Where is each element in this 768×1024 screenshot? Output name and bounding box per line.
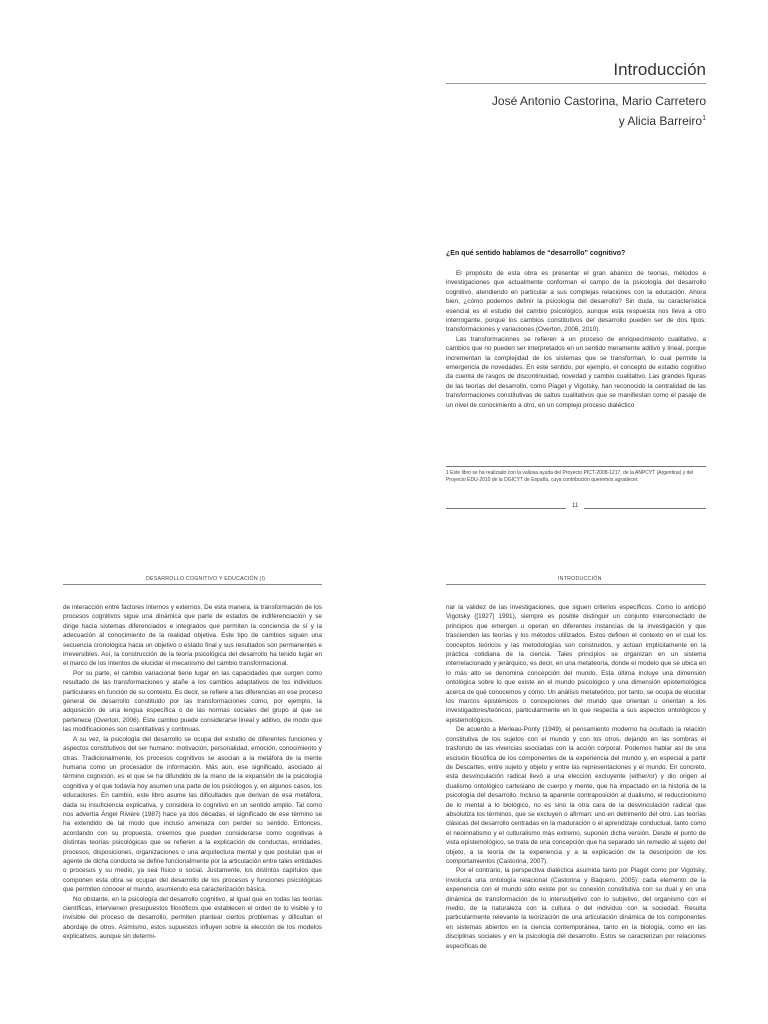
left-running-head: DESARROLLO COGNITIVO Y EDUCACIÓN (I)	[146, 576, 266, 582]
paragraph: De acuerdo a Merleau-Ponty (1949), el pensamiento moderno ha ocultado la relación constitutiva de los sujetos con el mundo y con los otros, dejando en las sombras el trasfondo de las vivencias asociadas con la acción corporal. Podemos hablar así de una escisión filosófica de los componentes de la experiencia del mundo y, en especial a partir de Descartes, entre sujeto y objeto y entre las representaciones y el mundo. En concreto, esta desvinculación radical llevó a una elección excluyente (either/or) y dio origen al dualismo ontológico cartesiano de cuerpo y mente, que ha impactado en la historia de la psicología del desarrollo. Incluso la aparente contraposición al dualismo, el reduccionismo de lo mental a lo biológico, no es sino la otra cara de la desvinculación radical que absolutiza los términos, que se excluyen o afirman: uno en detrimento del otro. Las teorías clásicas del desarrollo centradas en la maduración o el aprendizaje conductual, tanto como el neoinnatismo y el culturalismo más extremo, suponen dicha versión. Desde el punto de vista epistemológico, se trata de una concepción que ha separado sin remedio al sujeto del objeto, a la teoría de la experiencia y a la explicación de la descripción de los comportamientos (Castorina, 2007).	[446, 726, 706, 865]
chapter-authors	[446, 92, 706, 130]
left-page-body	[63, 603, 322, 942]
right-running-head-rule	[446, 584, 706, 585]
paragraph: de interacción entre factores internos y externos. De esta manera, la transformación de los procesos cognitivos sigue una dinámica que parte de estados de indiferenciación y se dirige hacia sistemas diferenciados e integrados que permiten la conciencia de sí y la adecuación al conocimiento de la realidad objetiva. Este tipo de cambios siguen una secuencia cronológica hacia un objetivo o estado final y sus resultados son permanentes e irreversibles. Así, la construcción de la teoría psicológica del desarrollo ha tenido lugar en el marco de los intentos de elucidar el mecanismo del cambio transformacional.	[63, 604, 322, 668]
left-running-head-rule	[63, 584, 322, 585]
paragraph: No obstante, en la psicología del desarrollo cognitivo, al igual que en todas las teorías científicas, intervienen presupuestos filosóficos que establecen el orden de lo visible y lo invisible del proceso de desarrollo, permiten plantear ciertos problemas y dificultan el abordaje de otros. Asimismo, estos supuestos influyen sobre la elección de los modelos explicativos, aunque sin determi-	[63, 895, 322, 941]
authors-line-2-text: y Alicia Barreiro	[618, 114, 703, 128]
section-heading: ¿En qué sentido hablamos de “desarrollo” cognitivo?	[446, 250, 626, 257]
paragraph: Las transformaciones se refieren a un proceso de enriquecimiento cualitativo, a cambios que no pueden ser interpretados en un sentido meramente aditivo y lineal, porque incrementan la complejidad de los sistemas que se transforman, lo cual permite la emergencia de novedades. En este sentido, por ejemplo, el concepto de estadio cognitivo da cuenta de rasgos de discontinuidad, novedad y cambio cualitativo. Las grandes figuras de las teorías del desarrollo, como Piaget y Vigotsky, han reconocido la centralidad de las transformaciones constitutivas de saltos cualitativos que se manifiestan como el pasaje de un nivel de conocimiento a otro, en un complejo proceso dialéctico	[446, 335, 706, 409]
footnote-rule	[446, 466, 706, 467]
authors-line-1: José Antonio Castorina, Mario Carretero	[491, 94, 706, 108]
paragraph: Por su parte, el cambio variacional tiene lugar en las capacidades que surgen como resultado de las transformaciones y atañe a los cambios adaptativos de los individuos particulares en función de su contexto. Es decir, se refiere a las diferencias en ese proceso general de desarrollo constituido por las transformaciones como, por ejemplo, la adquisición de una lengua específica o de las normas sociales del grupo al que se pertenece (Overton, 2006). Este cambio puede considerarse lineal y aditivo, de modo que las modificaciones son cuantitativas y continuas.	[63, 669, 322, 734]
authors-line-2	[446, 110, 706, 130]
page-number: 11	[566, 503, 584, 509]
paragraph: El propósito de esta obra es presentar el gran abanico de teorías, métodos e investigaciones que actualmente conforman el campo de la psicología del desarrollo cognitivo, atendiendo en particular a sus complejas relaciones con la educación. Ahora bien, ¿cómo podemos definir la psicología del desarrollo? Sin duda, su característica esencial es el estudio del cambio psicológico, aunque esta respuesta nos lleva a otro interrogante, porque los cambios constitutivos del desarrollo pueden ser de dos tipos: transformaciones y variaciones (Overton, 2006, 2010).	[446, 270, 706, 334]
paragraph: A su vez, la psicología del desarrollo se ocupa del estudio de diferentes funciones y aspectos constitutivos del ser humano: motivación, personalidad, emoción, conocimiento y otras. Tradicionalmente, los procesos cognitivos se asocian a la metáfora de la mente humana como un procesador de información. Más aún, ese significado, asociado al término cognición, es el que se ha difundido de la mano de la expansión de la psicología cognitiva y el que todavía hoy asumen una parte de los psicólogos y, en algunos casos, los educadores. En cambio, este libro asume las dificultades que derivan de esa metáfora, dada su insuficiencia explicativa, y considera lo cognitivo en un sentido amplio. Tal como nos advertía Ángel Rivière (1987) hace ya dos décadas, el significado de ese término se ha extendido de tal modo que incluso amenaza con perder su sentido. Entonces, acordando con su propuesta, creemos que pueden considerarse como cognitivas a distintas teorías psicológicas que se refieren a la explicación de conductas, entidades, procesos, disposiciones, organizaciones o una arquitectura mental y que postulan que el agente de dicha conducta se define funcionalmente por la articulación entre tales entidades o procesos y su medio, ya sea físico o social. Justamente, los distintos capítulos que componen esta obra se ocupan del desarrollo de los procesos y funciones psicológicas que permiten conocer el mundo, asumiendo esa caracterización básica.	[63, 735, 322, 894]
right-running-head: INTRODUCCIÓN	[558, 576, 602, 582]
paragraph: nar la validez de las investigaciones, que siguen criterios específicos. Como lo anticipó Vigotsky ([1927] 1991), siempre es posible distinguir un conjunto interconectado de principios que emergen u operan en diferentes instancias de la investigación y que trascienden las teorías y los métodos utilizados. Estos definen el contexto en el cual los conceptos teóricos y las metodologías son construidos, y actúan implícitamente en la práctica cotidiana de la ciencia. Tales principios se organizan en un sistema interrelacionado y jerárquico, es decir, en una metateoría, donde el modelo que se ubica en lo más alto se denomina concepción del mundo. Esta última incluye una dimensión ontológica sobre lo que existe en el mundo psicológico y una dimensión epistemológica acerca de qué conocemos y cómo. Un análisis metateórico, por tanto, se ocupa de elucidar los marcos epistémicos o concepciones del mundo que orientan u orientan a los investigadores/teóricos, particularmente en lo que respecta a sus aspectos ontológicos y epistemológicos.	[446, 604, 706, 724]
authors-footnote-mark: 1	[702, 115, 706, 122]
top-page-body	[446, 269, 706, 410]
chapter-title: Introducción	[613, 60, 706, 79]
footnote: 1 Este libro se ha realizado con la valiosa ayuda del Proyecto PICT-2008-1217, de la ANPCYT (Argentina) y del Proyecto EDU-2010 de la DGICYT de España, cuya contribución queremos agradecer.	[446, 470, 694, 483]
title-rule	[446, 83, 706, 84]
paragraph: Por el contrario, la perspectiva dialéctica asumida tanto por Piaget como por Vigotsky, involucra una ontología relacional (Castorina y Baquero, 2005): cada elemento de la experiencia con el mundo sólo existe por su conexión constitutiva con su dual y en una dinámica de transformación de lo intersubjetivo con lo subjetivo, del organismo con el medio, de la naturaleza con la cultura o del individuo con la sociedad. Resulta particularmente relevante la teorización de una articulación dinámica de los componentes en sistemas abiertos en la ciencia contemporánea, tanto en la biología, como en las disciplinas sociales y en la psicología del desarrollo. Estos se caracterizan por relaciones específicas de	[446, 867, 706, 950]
right-page-body	[446, 603, 706, 951]
